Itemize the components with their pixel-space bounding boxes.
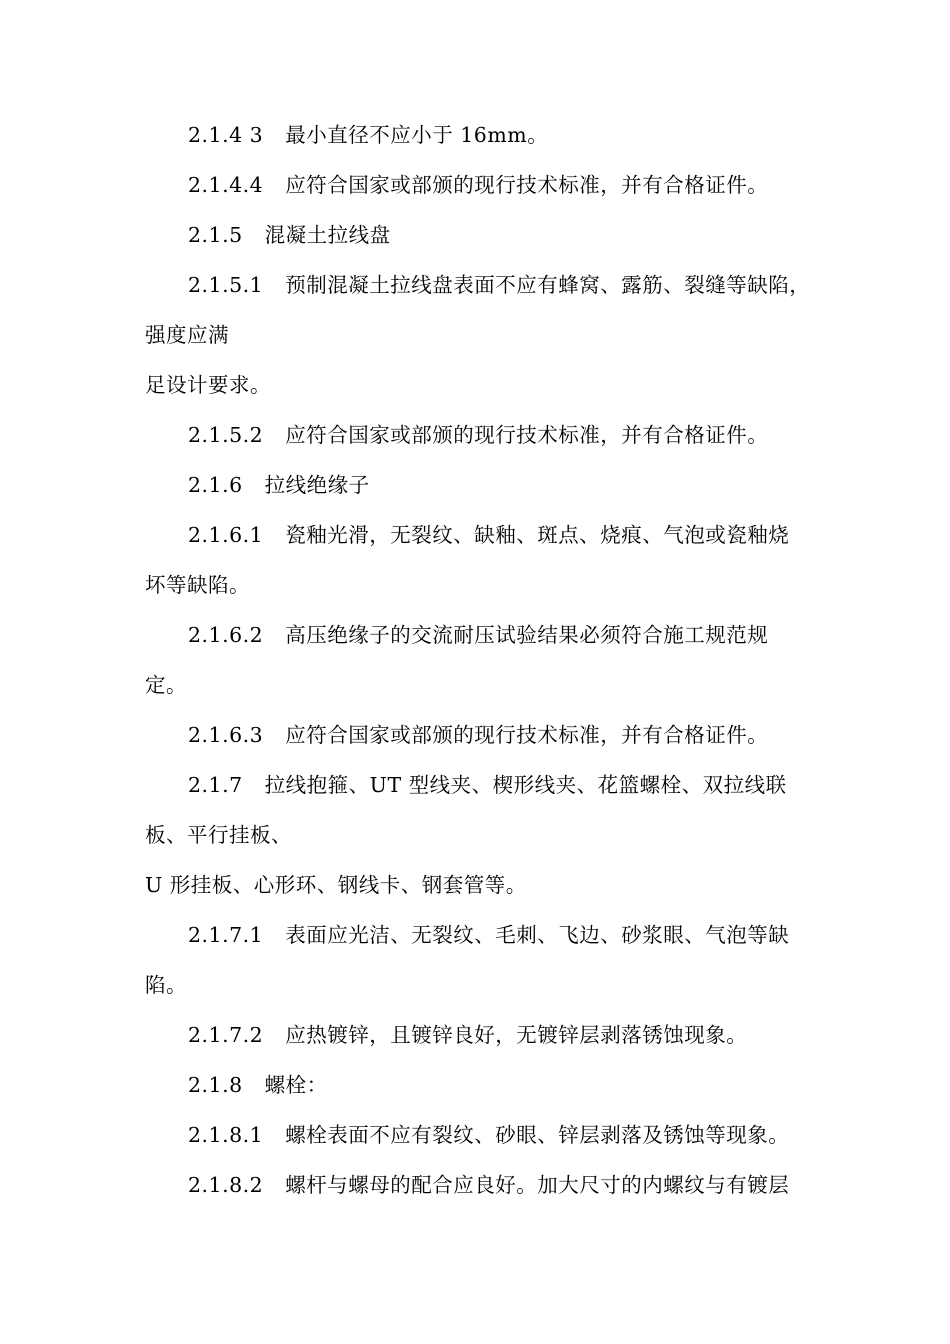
clause-number: 2.1.6.1 (188, 523, 264, 547)
clause-number: 2.1.4.4 (188, 173, 264, 197)
clause-text: 螺栓表面不应有裂纹、砂眼、锌层剥落及锈蚀等现象。 (285, 1123, 790, 1147)
continuation-line: U 形挂板、心形环、钢线卡、钢套管等。 (145, 873, 527, 897)
clause-2-1-4-3 (188, 121, 810, 149)
clause-text: 最小直径不应小于 16mm。 (285, 123, 549, 147)
clause-2-1-6 (188, 471, 810, 499)
clause-text: 瓷釉光滑，无裂纹、缺釉、斑点、烧痕、气泡或瓷釉烧 (285, 523, 790, 547)
clause-number: 2.1.7 (188, 773, 243, 797)
continuation-line: 陷。 (145, 973, 187, 997)
clause-2-1-8 (188, 1071, 810, 1099)
clause-text: 混凝土拉线盘 (264, 223, 391, 247)
clause-2-1-7-1 (188, 921, 810, 949)
clause-number: 2.1.7.2 (188, 1023, 264, 1047)
clause-number: 2.1.7.1 (188, 923, 264, 947)
continuation-line: 足设计要求。 (145, 373, 271, 397)
continuation-line: 板、平行挂板、 (145, 823, 292, 847)
clause-text: 表面应光洁、无裂纹、毛刺、飞边、砂浆眼、气泡等缺 (285, 923, 790, 947)
clause-number: 2.1.8.1 (188, 1123, 264, 1147)
clause-2-1-7 (188, 771, 810, 799)
clause-number: 2.1.5 (188, 223, 243, 247)
clause-2-1-6-1 (188, 521, 810, 549)
clause-2-1-6-3 (188, 721, 810, 749)
clause-text: 应符合国家或部颁的现行技术标准，并有合格证件。 (285, 173, 769, 197)
clause-text: 高压绝缘子的交流耐压试验结果必须符合施工规范规 (285, 623, 769, 647)
clause-text: 拉线绝缘子 (264, 473, 370, 497)
clause-text: 预制混凝土拉线盘表面不应有蜂窝、露筋、裂缝等缺陷， (285, 273, 811, 297)
clause-2-1-6-2 (188, 621, 810, 649)
clause-number: 2.1.8.2 (188, 1173, 264, 1197)
continuation-line: 强度应满 (145, 323, 229, 347)
continuation-line: 坏等缺陷。 (145, 573, 250, 597)
clause-text: 螺栓： (264, 1073, 328, 1097)
clause-2-1-8-2 (188, 1171, 810, 1199)
clause-text: 应热镀锌，且镀锌良好，无镀锌层剥落锈蚀现象。 (285, 1023, 748, 1047)
clause-2-1-5 (188, 221, 810, 249)
clause-number: 2.1.5.2 (188, 423, 264, 447)
continuation-line: 定。 (145, 673, 187, 697)
clause-number: 2.1.6.3 (188, 723, 264, 747)
clause-2-1-5-1 (188, 271, 810, 299)
clause-text: 螺杆与螺母的配合应良好。加大尺寸的内螺纹与有镀层 (285, 1173, 790, 1197)
clause-text: 应符合国家或部颁的现行技术标准，并有合格证件。 (285, 423, 769, 447)
clause-number: 2.1.6 (188, 473, 243, 497)
clause-text: 拉线抱箍、UT 型线夹、楔形线夹、花篮螺栓、双拉线联 (264, 773, 787, 797)
clause-text: 应符合国家或部颁的现行技术标准，并有合格证件。 (285, 723, 769, 747)
clause-number: 2.1.4 3 (188, 123, 264, 147)
clause-number: 2.1.6.2 (188, 623, 264, 647)
clause-2-1-7-2 (188, 1021, 810, 1049)
clause-number: 2.1.5.1 (188, 273, 264, 297)
clause-2-1-4-4 (188, 171, 810, 199)
clause-2-1-5-2 (188, 421, 810, 449)
clause-number: 2.1.8 (188, 1073, 243, 1097)
clause-2-1-8-1 (188, 1121, 810, 1149)
